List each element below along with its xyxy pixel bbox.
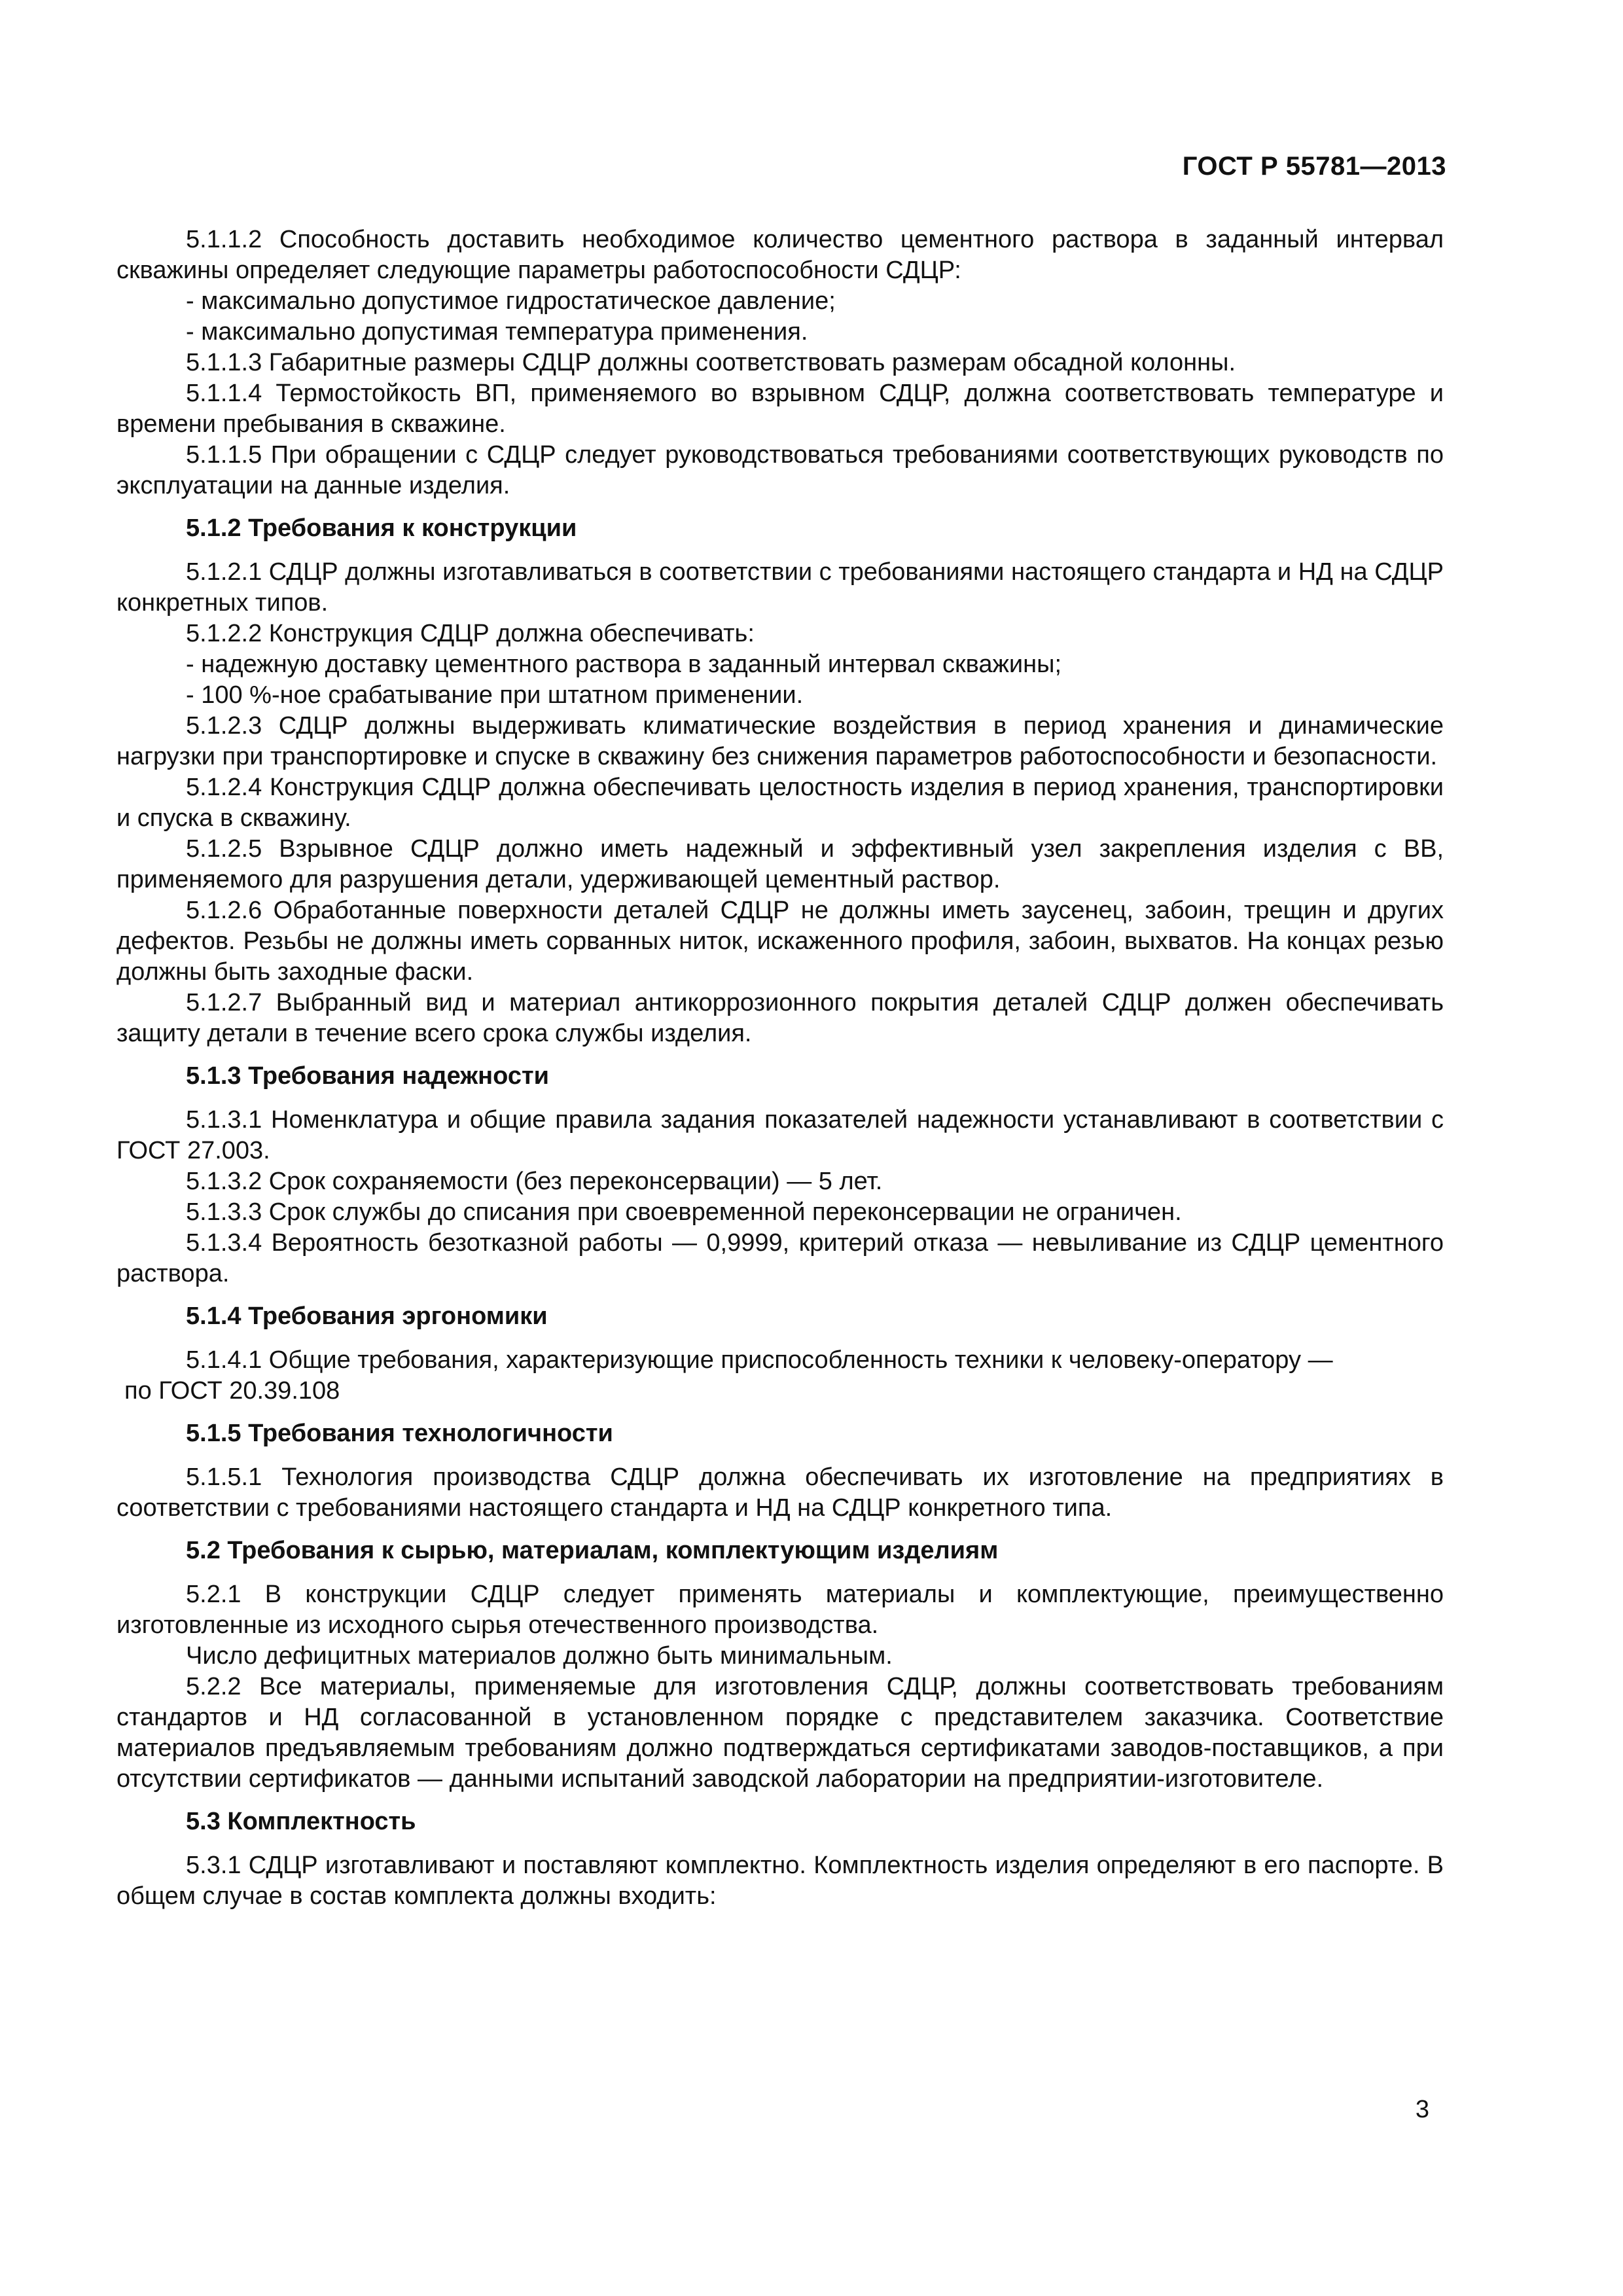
paragraph-5-1-2-2: 5.1.2.2 Конструкция СДЦР должна обеспечивать: — [186, 620, 755, 647]
paragraph-note: Число дефицитных материалов должно быть минимальным. — [186, 1642, 893, 1670]
paragraph-5-2-1: 5.2.1 В конструкции СДЦР следует применять материалы и комплектующие, преимущественно изготовленные из исходного сырья отечественного производства. — [116, 1581, 1444, 1639]
section-heading-5-1-5: 5.1.5 Требования технологичности — [186, 1420, 613, 1447]
paragraph-continuation: по ГОСТ 20.39.108 — [124, 1377, 340, 1405]
paragraph-5-1-1-2: 5.1.1.2 Способность доставить необходимое количество цементного раствора в заданный интервал скважины определяет следующие параметры работоспособности СДЦР: — [116, 226, 1444, 284]
document-code-header: ГОСТ Р 55781—2013 — [1182, 152, 1446, 181]
document-body — [116, 224, 1444, 1912]
paragraph-5-1-4-1: 5.1.4.1 Общие требования, характеризующие приспособленность техники к человеку-оператору — — [186, 1346, 1333, 1374]
paragraph-5-1-5-1: 5.1.5.1 Технология производства СДЦР должна обеспечивать их изготовление на предприятиях в соответствии с требованиями настоящего стандарта и НД на СДЦР конкретного типа. — [116, 1463, 1444, 1522]
list-item: - максимально допустимое гидростатическое давление; — [186, 287, 836, 315]
paragraph-5-1-3-3: 5.1.3.3 Срок службы до списания при своевременной переконсервации не ограничен. — [186, 1198, 1182, 1226]
paragraph-5-1-1-4: 5.1.1.4 Термостойкость ВП, применяемого во взрывном СДЦР, должна соответствовать температуре и времени пребывания в скважине. — [116, 380, 1444, 438]
list-item: - 100 %-ное срабатывание при штатном применении. — [186, 681, 804, 709]
section-heading-5-2: 5.2 Требования к сырью, материалам, комплектующим изделиям — [186, 1537, 999, 1564]
section-heading-5-1-3: 5.1.3 Требования надежности — [186, 1062, 549, 1090]
section-heading-5-1-2: 5.1.2 Требования к конструкции — [186, 514, 577, 542]
paragraph-5-3-1: 5.3.1 СДЦР изготавливают и поставляют комплектно. Комплектность изделия определяют в его паспорте. В общем случае в состав комплекта должны входить: — [116, 1852, 1444, 1910]
section-heading-5-3: 5.3 Комплектность — [186, 1808, 416, 1835]
paragraph-5-1-2-3: 5.1.2.3 СДЦР должны выдерживать климатические воздействия в период хранения и динамические нагрузки при транспортировке и спуске в скважину без снижения параметров работоспособности и безопасности. — [116, 712, 1444, 770]
page-number: 3 — [1415, 2096, 1429, 2123]
paragraph-5-1-2-5: 5.1.2.5 Взрывное СДЦР должно иметь надежный и эффективный узел закрепления изделия с ВВ, применяемого для разрушения детали, удерживающей цементный раствор. — [116, 835, 1444, 893]
section-heading-5-1-4: 5.1.4 Требования эргономики — [186, 1302, 548, 1330]
paragraph-5-1-1-3: 5.1.1.3 Габаритные размеры СДЦР должны соответствовать размерам обсадной колонны. — [186, 349, 1236, 376]
list-item: - надежную доставку цементного раствора в заданный интервал скважины; — [186, 651, 1062, 678]
paragraph-5-1-3-4: 5.1.3.4 Вероятность безотказной работы — 0,9999, критерий отказа — невыливание из СДЦР цементного раствора. — [116, 1229, 1444, 1287]
paragraph-5-1-2-7: 5.1.2.7 Выбранный вид и материал антикоррозионного покрытия деталей СДЦР должен обеспечивать защиту детали в течение всего срока службы изделия. — [116, 989, 1444, 1047]
paragraph-5-1-1-5: 5.1.1.5 При обращении с СДЦР следует руководствоваться требованиями соответствующих руководств по эксплуатации на данные изделия. — [116, 441, 1444, 499]
paragraph-5-1-2-4: 5.1.2.4 Конструкция СДЦР должна обеспечивать целостность изделия в период хранения, транспортировки и спуска в скважину. — [116, 774, 1444, 832]
paragraph-5-1-3-2: 5.1.3.2 Срок сохраняемости (без переконсервации) — 5 лет. — [186, 1168, 883, 1195]
paragraph-5-1-2-1: 5.1.2.1 СДЦР должны изготавливаться в соответствии с требованиями настоящего стандарта и НД на СДЦР конкретных типов. — [116, 558, 1444, 617]
paragraph-5-1-2-6: 5.1.2.6 Обработанные поверхности деталей СДЦР не должны иметь заусенец, забоин, трещин и других дефектов. Резьбы не должны иметь сорванных ниток, искаженного профиля, забоин, выхватов. На концах резью должны быть заходные фаски. — [116, 897, 1444, 986]
list-item: - максимально допустимая температура применения. — [186, 318, 808, 346]
paragraph-5-2-2: 5.2.2 Все материалы, применяемые для изготовления СДЦР, должны соответствовать требованиям стандартов и НД согласованной в установленном порядке с представителем заказчика. Соответствие материалов предъявляемым требованиям должно подтверждаться сертификатами заводов-поставщиков, а при отсутствии сертификатов — данными испытаний заводской лаборатории на предприятии-изготовителе. — [116, 1673, 1444, 1793]
paragraph-5-1-3-1: 5.1.3.1 Номенклатура и общие правила задания показателей надежности устанавливают в соответствии с ГОСТ 27.003. — [116, 1106, 1444, 1164]
